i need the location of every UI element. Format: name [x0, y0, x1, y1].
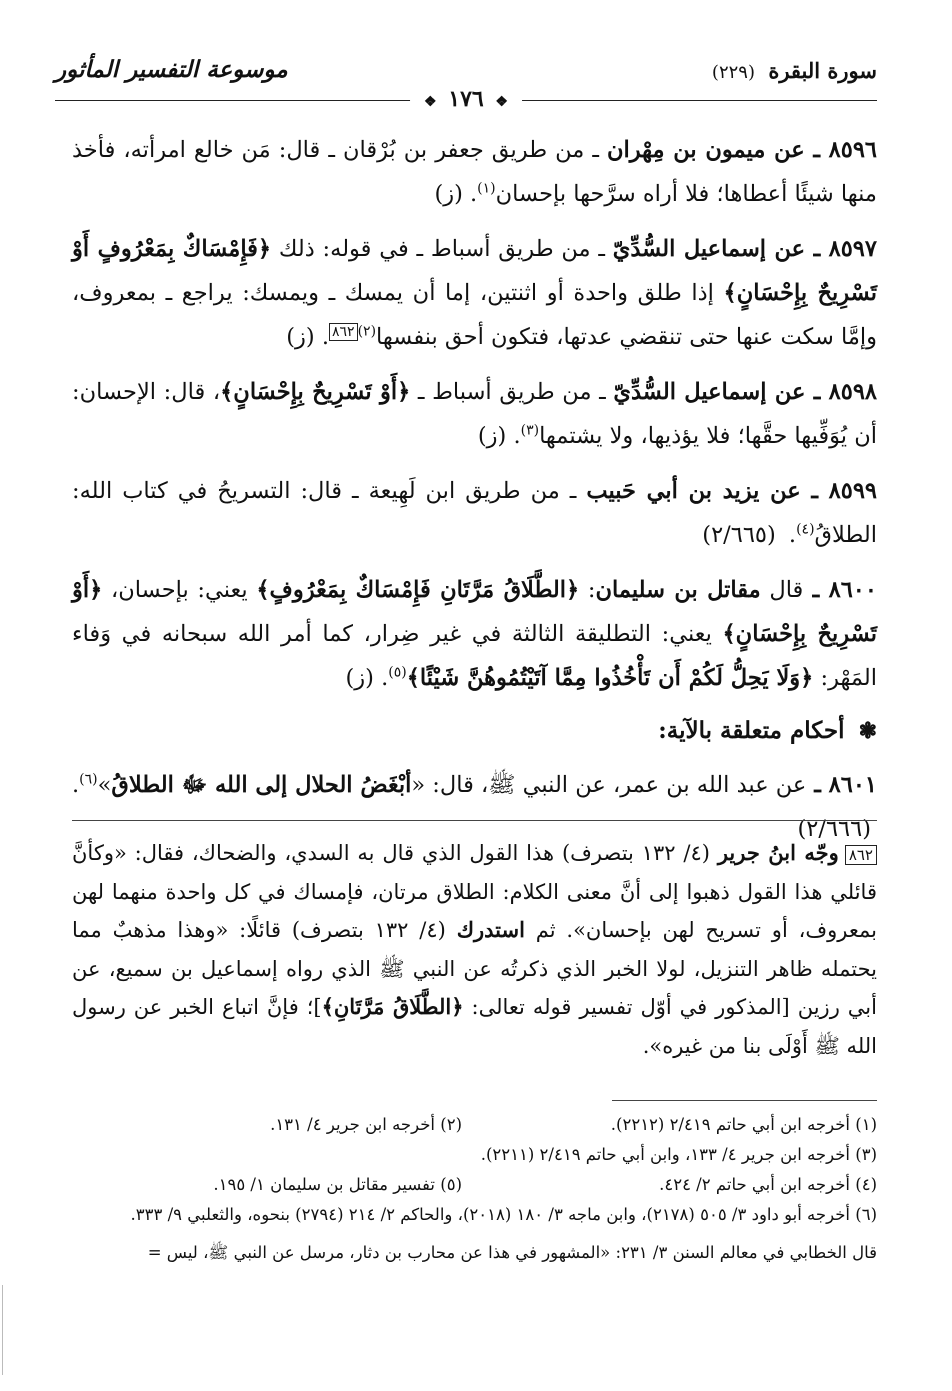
- footnote-marker: (٦): [79, 771, 98, 788]
- narration-entry: [72, 568, 877, 700]
- page-header: [55, 58, 877, 118]
- text-run: . (ز): [434, 181, 478, 207]
- entry-number: ٨٦٠٠ ـ: [803, 577, 877, 603]
- text-run: . (ز): [477, 423, 521, 449]
- text-run: :: [579, 577, 596, 603]
- narrator-name: عن يزيد بن أبي حَبيب: [586, 478, 801, 504]
- footnote: (١) أخرجه ابن أبي حاتم ٢/٤١٩ (٢٢١٢).: [610, 1115, 877, 1134]
- ornament-icon: ❖: [424, 94, 437, 110]
- narrator-name: أبْغَضُ الحلال إلى الله ﷻ الطلاقُ: [111, 772, 412, 798]
- ornament-icon: ❖: [495, 94, 508, 110]
- footnote-marker: (٢): [357, 323, 377, 340]
- narrator-name: عن إسماعيل السُّدِّيّ: [613, 379, 806, 405]
- page-edge: [2, 1285, 6, 1375]
- footnote-marker: (٣): [520, 422, 540, 439]
- page-number-block: [410, 86, 522, 112]
- commentary-reference: ٨٦٢: [329, 323, 358, 341]
- text-run: (٤/ ١٣٢ بتصرف) هذا القول الذي قال به السدي، والضحاك، فقال: «وكأنَّ قائلي هذا القول ذهبوا إلى أنَّ معنى الكلام: الطلاق مرتان، فإمساك في كل واحدة منهما لهن بمعروف، أو تسريح لهن بإحسان». ثم: [72, 841, 877, 942]
- text-run: . (ز): [345, 665, 389, 691]
- text-run: . (ز): [286, 324, 329, 350]
- text-run: يعني: بإحسان،: [102, 577, 257, 603]
- footnote-6: (٦) أخرجه أبو داود ٣/ ٥٠٥ (٢١٧٨)، وابن ماجه ٣/ ١٨٠ (٢٠١٨)، والحاكم ٢/ ٢١٤ (٢٧٩٤) بنحوه، والثعلبي ٩/ ٣٣٣.: [130, 1205, 877, 1224]
- text-run: ـ من طريق جعفر بن بُرْقان ـ قال: مَن خالع امرأته، فأخذ منها شيئًا أعطاها؛ فلا أراه سرَّحها بإحسان: [72, 137, 877, 207]
- text-run: ـ من طريق أسباط ـ في قوله: ذلك: [271, 236, 613, 262]
- text-run: عن عبد الله بن عمر، عن النبي ﷺ، قال: «: [411, 772, 807, 798]
- text-run: ]؛ فإنَّ اتباع الخبر عن رسول الله ﷺ أَوْلَى بنا من غيره».: [72, 995, 877, 1058]
- footnote-marker: (١): [477, 180, 496, 197]
- text-run: ـ من طريق ابن لَهِيعة ـ قال: التسريحُ في كتاب الله: الطلاقُ: [72, 478, 877, 548]
- quran-verse: ﴿وَلَا يَحِلُّ لَكُمْ أَن تَأْخُذُوا مِمَّا آتَيْتُمُوهُنَّ شَيْئًا﴾: [406, 665, 814, 691]
- quran-verse: ﴿الطَّلَاقُ مَرَّتَانِ فَإِمْسَاكٌ بِمَعْرُوفٍ﴾: [256, 577, 580, 603]
- footnote: (٢) أخرجه ابن جرير ٤/ ١٣١.: [270, 1115, 462, 1134]
- footnote-separator: [612, 1100, 877, 1101]
- volume-page-reference: (٢/٦٦٦): [797, 816, 871, 842]
- footnote-marker: (٥): [388, 664, 407, 681]
- footnote-row: [72, 1170, 877, 1200]
- main-text: [72, 128, 877, 862]
- narrator-name: وجّه ابنُ جرير: [717, 840, 839, 865]
- entry-number: ٨٥٩٨ ـ: [805, 379, 877, 405]
- text-run: (٤/ ١٣٢ بتصرف) قائلًا: «وهذا مذهبٌ مما يحتمله ظاهر التنزيل، لولا الخبر الذي ذكرتُه عن النبي ﷺ الذي رواه إسماعيل بن سميع، عن أبي رزين [المذكور في أوّل تفسير قوله تعالى:: [72, 918, 877, 1019]
- footnotes: [72, 1110, 877, 1268]
- footnote: (٤) أخرجه ابن أبي حاتم ٢/ ٤٢٤.: [659, 1175, 877, 1194]
- text-run: ، قال: الإحسان: أن يُوَفِّيها حقَّها؛ فلا يؤذيها، ولا يشتمها: [72, 379, 877, 449]
- text-run: إذا طلق واحدة أو اثنتين، إما أن يمسك ـ ويمسك: يراجع ـ بمعروف، وإمَّا سكت عنها حتى تنقضي عدتها، فتكون أحق بنفسها: [72, 280, 877, 350]
- text-run: .: [72, 772, 80, 798]
- section-title: أحكام متعلقة بالآية:: [658, 717, 845, 744]
- quran-verse: ﴿أَوْ تَسْرِيحٌ بِإِحْسَانٍ﴾: [220, 379, 411, 405]
- text-run: .: [781, 522, 797, 548]
- page-number: ١٧٦: [448, 86, 484, 112]
- quran-verse: ﴿أَوْ تَسْرِيحٌ بِإِحْسَانٍ﴾: [72, 577, 878, 647]
- narration-entry: [72, 469, 877, 557]
- commentary-separator: [72, 820, 877, 821]
- editor-commentary: [72, 834, 877, 1065]
- ayah-number: (٢٢٩): [711, 62, 755, 83]
- footnote-row: [72, 1110, 877, 1140]
- text-run: يعني: التطليقة الثالثة في غير ضِرار، كما أمر الله سبحانه في وَفاء المَهْر:: [72, 621, 877, 691]
- narration-entry: [72, 370, 877, 458]
- narrator-name: عن ميمون بن مِهْران: [606, 137, 805, 163]
- quran-verse: ﴿الطَّلَاقُ مَرَّتَانِ﴾: [321, 994, 464, 1019]
- book-title: موسوعة التفسير المأثور: [55, 56, 288, 83]
- narrator-name: مقاتل بن سليمان: [595, 577, 761, 603]
- entry-number: ٨٥٩٧ ـ: [805, 236, 877, 262]
- entry-number: ٨٥٩٩ ـ: [800, 478, 877, 504]
- text-run: »: [97, 772, 112, 798]
- text-run: قال: [760, 577, 804, 603]
- entry-number: ٨٦٠١ ـ: [806, 772, 877, 798]
- surah-heading: [712, 58, 877, 83]
- footnote-continuation: قال الخطابي في معالم السنن ٣/ ٢٣١: «المشهور في هذا عن محارب بن دثار، مرسل عن النبي ﷺ، ليس =: [147, 1243, 877, 1262]
- volume-page-reference: (٢/٦٦٥): [702, 522, 776, 548]
- footnote: (٣) أخرجه ابن جرير ٤/ ١٣٣، وابن أبي حاتم ٢/٤١٩ (٢٢١١).: [480, 1145, 877, 1164]
- narration-entry: [72, 128, 877, 216]
- text-run: ـ من طريق أسباط ـ: [410, 379, 614, 405]
- narration-list: [72, 128, 877, 700]
- entry-number: ٨٥٩٦ ـ: [804, 137, 877, 163]
- quran-verse: ﴿فَإِمْسَاكٌ بِمَعْرُوفٍ أَوْ تَسْرِيحٌ بِإِحْسَانٍ﴾: [72, 236, 877, 306]
- surah-name: سورة البقرة: [768, 58, 877, 83]
- commentary-number: ٨٦٢: [845, 845, 877, 865]
- narrator-name: عن إسماعيل السُّدِّيّ: [612, 236, 806, 262]
- footnote: (٥) تفسير مقاتل بن سليمان ١/ ١٩٥.: [213, 1175, 462, 1194]
- footnote-marker: (٤): [796, 521, 815, 538]
- section-heading: [72, 711, 877, 751]
- narrator-name: استدرك: [456, 917, 525, 942]
- footnote-row: [72, 1140, 877, 1170]
- footnote-rows: [72, 1110, 877, 1200]
- narration-entry: [72, 227, 877, 359]
- flower-ornament-icon: ❃: [858, 718, 877, 744]
